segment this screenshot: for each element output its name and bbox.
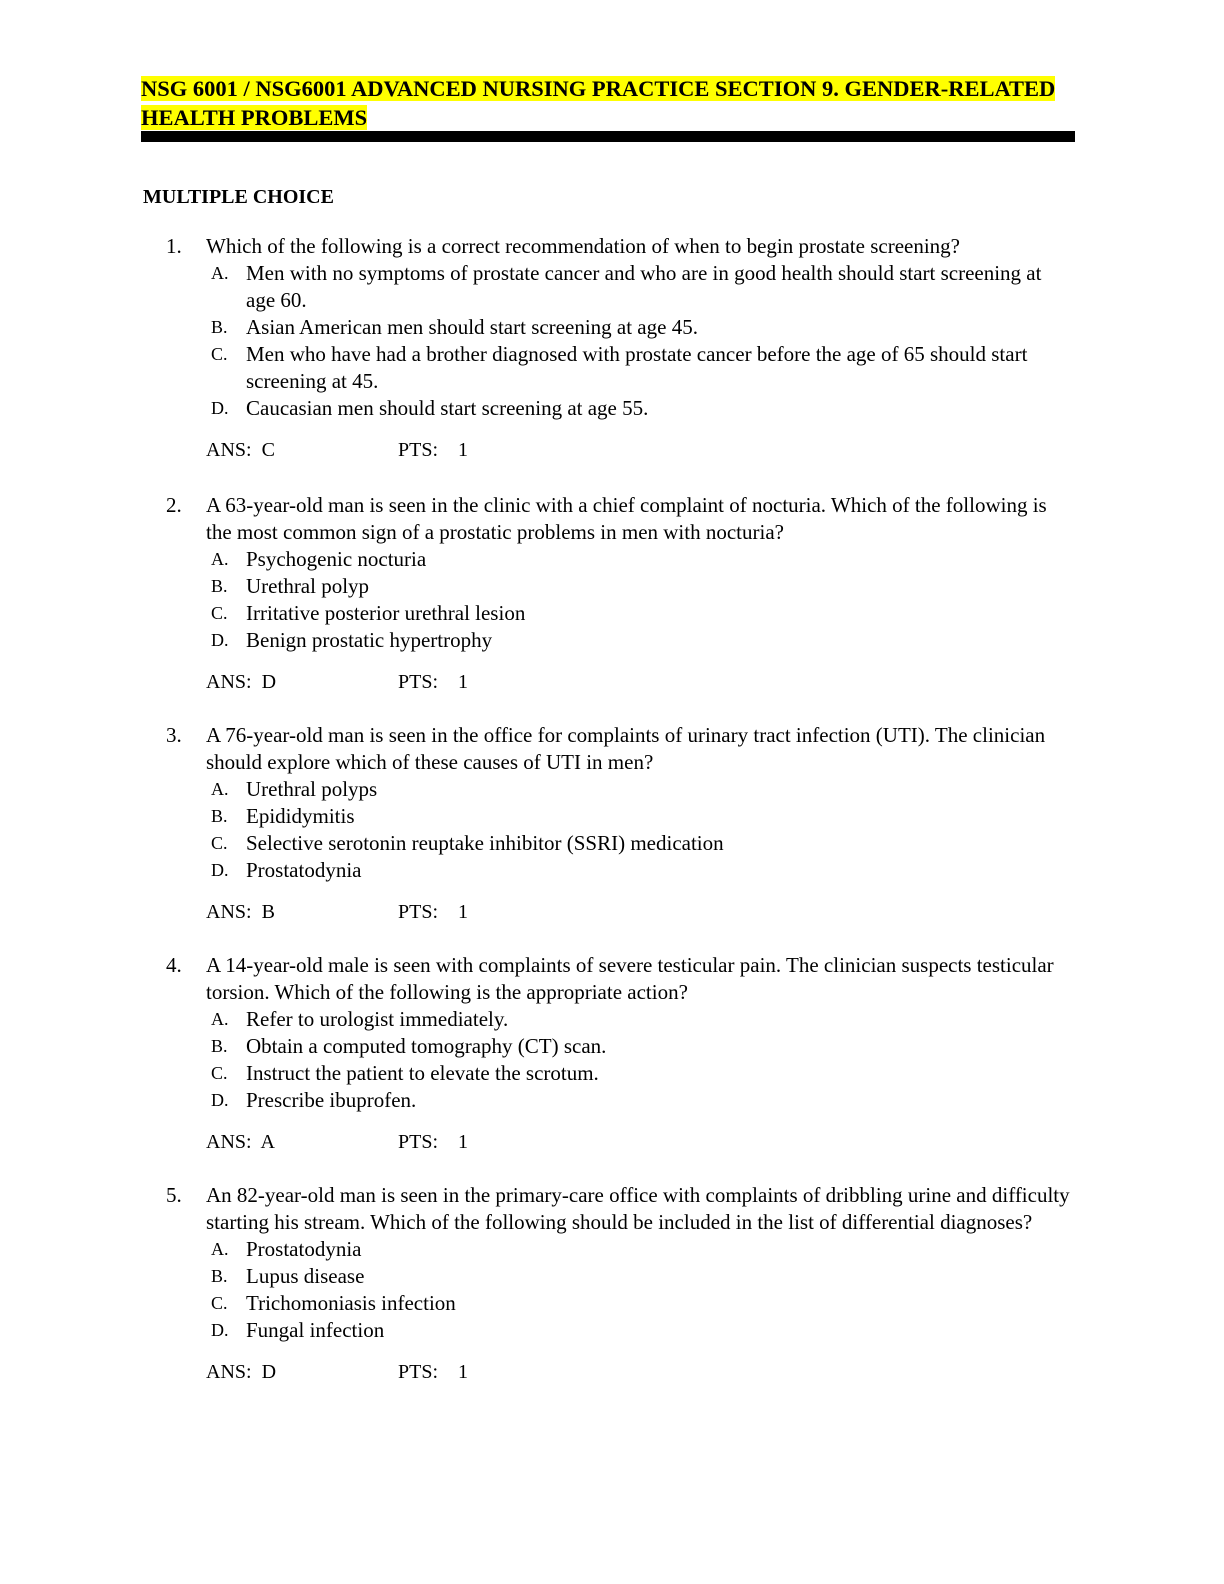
option-letter: C.: [211, 833, 228, 853]
option-a: [211, 1236, 1046, 1263]
points: PTS: 1: [398, 1131, 469, 1153]
option-letter: D.: [211, 1320, 229, 1340]
option-list: [0, 546, 1224, 654]
option-d: [211, 395, 1046, 422]
option-b: [211, 314, 1046, 341]
option-text: Trichomoniasis infection: [246, 1291, 456, 1315]
answer-key: ANS: D: [206, 1361, 277, 1383]
option-b: [211, 1033, 1046, 1060]
option-b: [211, 803, 1046, 830]
answer-line: [206, 899, 1224, 926]
option-letter: D.: [211, 398, 229, 418]
option-c: [211, 600, 1046, 627]
option-c: [211, 1290, 1046, 1317]
answer-line: [206, 1129, 1224, 1156]
option-letter: B.: [211, 317, 228, 337]
option-list: [0, 1006, 1224, 1114]
question-number: 5.: [166, 1183, 182, 1207]
option-text: Psychogenic nocturia: [246, 547, 427, 571]
option-d: [211, 1317, 1046, 1344]
option-d: [211, 627, 1046, 654]
option-letter: B.: [211, 1036, 228, 1056]
option-text: Irritative posterior urethral lesion: [246, 601, 526, 625]
answer-key: ANS: D: [206, 671, 277, 693]
option-letter: C.: [211, 1293, 228, 1313]
option-text: Obtain a computed tomography (CT) scan.: [246, 1034, 607, 1058]
option-text: Urethral polyp: [246, 574, 370, 598]
option-list: [0, 776, 1224, 884]
option-text: Instruct the patient to elevate the scrotum.: [246, 1061, 599, 1085]
points: PTS: 1: [398, 671, 469, 693]
question-1: [0, 233, 1224, 464]
question-number: 4.: [166, 953, 182, 977]
option-text: Selective serotonin reuptake inhibitor (SSRI) medication: [246, 831, 724, 855]
question-stem: A 63-year-old man is seen in the clinic with a chief complaint of nocturia. Which of the following is the most common sign of a prostatic problems in men with nocturia?: [206, 493, 1047, 544]
question-2: [0, 492, 1224, 696]
option-text: Epididymitis: [246, 804, 355, 828]
option-d: [211, 1087, 1046, 1114]
question-number: 3.: [166, 723, 182, 747]
answer-key: ANS: B: [206, 901, 275, 923]
option-letter: D.: [211, 860, 229, 880]
option-d: [211, 857, 1046, 884]
title-highlight: NSG 6001 / NSG6001 ADVANCED NURSING PRACTICE SECTION 9. GENDER-RELATED HEALTH PROBLEMS: [141, 76, 1056, 130]
question-5: [0, 1182, 1224, 1386]
option-c: [211, 830, 1046, 857]
option-c: [211, 341, 1046, 395]
option-text: Prostatodynia: [246, 858, 362, 882]
points: PTS: 1: [398, 901, 469, 923]
option-text: Benign prostatic hypertrophy: [246, 628, 493, 652]
option-text: Prostatodynia: [246, 1237, 362, 1261]
option-list: [0, 260, 1224, 422]
option-a: [211, 260, 1046, 314]
option-a: [211, 776, 1046, 803]
option-text: Men who have had a brother diagnosed with prostate cancer before the age of 65 should start screening at 45.: [246, 342, 1028, 393]
question-4: [0, 952, 1224, 1156]
option-letter: D.: [211, 1090, 229, 1110]
option-a: [211, 546, 1046, 573]
option-letter: A.: [211, 1239, 229, 1259]
points: PTS: 1: [398, 1361, 469, 1383]
option-list: [0, 1236, 1224, 1344]
option-text: Urethral polyps: [246, 777, 378, 801]
answer-key: ANS: C: [206, 439, 275, 461]
option-letter: C.: [211, 1063, 228, 1083]
points: PTS: 1: [398, 439, 469, 461]
option-text: Refer to urologist immediately.: [246, 1007, 509, 1031]
option-b: [211, 573, 1046, 600]
option-letter: D.: [211, 630, 229, 650]
answer-line: [206, 1359, 1224, 1386]
option-letter: A.: [211, 263, 229, 283]
option-text: Men with no symptoms of prostate cancer and who are in good health should start screening at age 60.: [246, 261, 1042, 312]
title-divider: [141, 131, 1075, 142]
option-b: [211, 1263, 1046, 1290]
option-text: Caucasian men should start screening at age 55.: [246, 396, 649, 420]
option-text: Lupus disease: [246, 1264, 365, 1288]
option-text: Prescribe ibuprofen.: [246, 1088, 417, 1112]
question-stem: Which of the following is a correct recommendation of when to begin prostate screening?: [206, 234, 960, 258]
question-number: 1.: [166, 234, 182, 258]
answer-line: [206, 437, 1224, 464]
question-3: [0, 722, 1224, 926]
question-stem: A 76-year-old man is seen in the office for complaints of urinary tract infection (UTI). The clinician should explore which of these causes of UTI in men?: [206, 723, 1046, 774]
option-letter: C.: [211, 344, 228, 364]
document-title: [141, 74, 1081, 132]
option-letter: B.: [211, 806, 228, 826]
option-letter: A.: [211, 779, 229, 799]
question-stem: A 14-year-old male is seen with complaints of severe testicular pain. The clinician suspects testicular torsion. Which of the following is the appropriate action?: [206, 953, 1054, 1004]
option-letter: A.: [211, 549, 229, 569]
option-letter: B.: [211, 1266, 228, 1286]
option-c: [211, 1060, 1046, 1087]
answer-key: ANS: A: [206, 1131, 275, 1153]
answer-line: [206, 669, 1224, 696]
option-letter: C.: [211, 603, 228, 623]
question-stem: An 82-year-old man is seen in the primary-care office with complaints of dribbling urine and difficulty starting his stream. Which of the following should be included in the list of differential diagnoses?: [206, 1183, 1070, 1234]
option-text: Asian American men should start screening at age 45.: [246, 315, 698, 339]
option-letter: A.: [211, 1009, 229, 1029]
option-letter: B.: [211, 576, 228, 596]
option-a: [211, 1006, 1046, 1033]
option-text: Fungal infection: [246, 1318, 385, 1342]
section-heading: MULTIPLE CHOICE: [143, 186, 334, 208]
question-number: 2.: [166, 493, 182, 517]
